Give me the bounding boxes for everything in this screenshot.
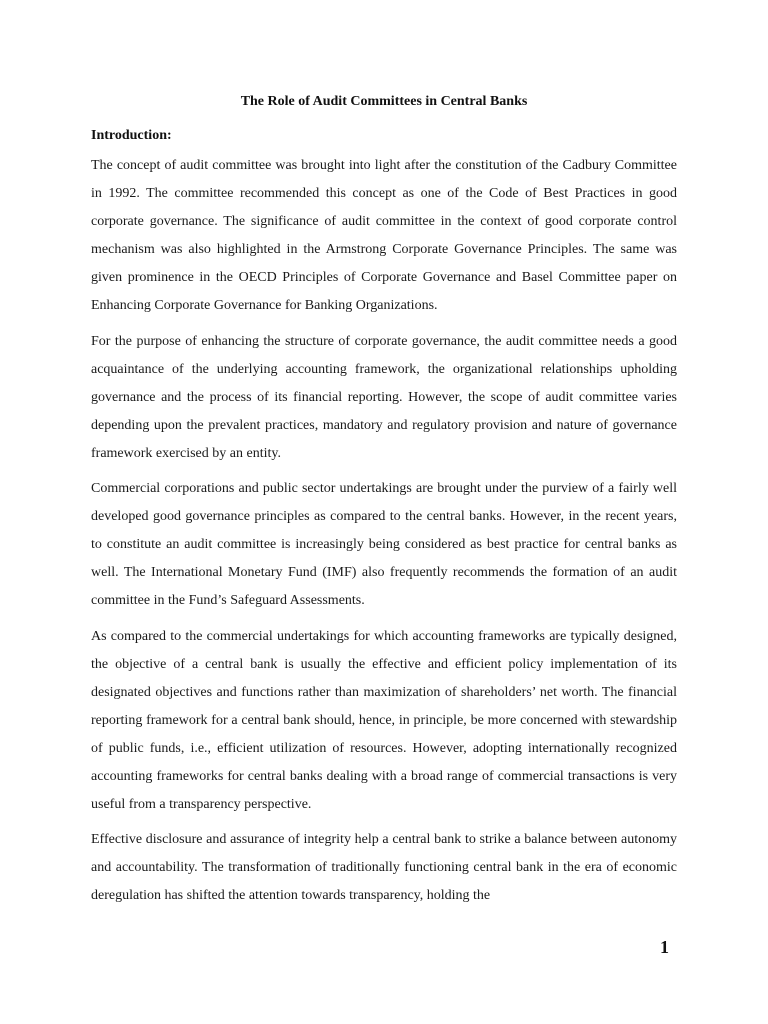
paragraph-2: For the purpose of enhancing the structure of corporate governance, the audit committee needs a good acquaintance of the underlying accounting framework, the organizational relationships upholding governance and the process of its financial reporting. However, the scope of audit committee varies depending upon the prevalent practices, mandatory and regulatory provision and nature of governance framework exercised by an entity.: [91, 333, 677, 461]
paragraph-4: As compared to the commercial undertakings for which accounting frameworks are typically designed, the objective of a central bank is usually the effective and efficient policy implementation of its designated objectives and functions rather than maximization of shareholders’ net worth. The financial reporting framework for a central bank should, hence, in principle, be more concerned with stewardship of public funds, i.e., efficient utilization of resources. However, adopting internationally recognized accounting frameworks for central banks dealing with a broad range of commercial transactions is very useful from a transparency perspective.: [91, 628, 677, 813]
section-heading-introduction: Introduction:: [91, 128, 172, 143]
paragraph-5: Effective disclosure and assurance of integrity help a central bank to strike a balance between autonomy and accountability. The transformation of traditionally functioning central bank in the era of economic deregulation has shifted the attention towards transparency, holding the: [91, 832, 677, 904]
document-body: [91, 92, 677, 910]
document-title: The Role of Audit Committees in Central Banks: [240, 94, 528, 109]
paragraph-3: Commercial corporations and public sector undertakings are brought under the purview of a fairly well developed good governance principles as compared to the central banks. However, in the recent years, to constitute an audit committee is increasingly being considered as best practice for central banks as well. The International Monetary Fund (IMF) also frequently recommends the formation of an audit committee in the Fund’s Safeguard Assessments.: [91, 481, 677, 609]
paragraph-1: The concept of audit committee was brought into light after the constitution of the Cadbury Committee in 1992. The committee recommended this concept as one of the Code of Best Practices in good corporate governance. The significance of audit committee in the context of good corporate control mechanism was also highlighted in the Armstrong Corporate Governance Principles. The same was given prominence in the OECD Principles of Corporate Governance and Basel Committee paper on Enhancing Corporate Governance for Banking Organizations.: [91, 158, 677, 314]
page-number: 1: [660, 937, 669, 957]
